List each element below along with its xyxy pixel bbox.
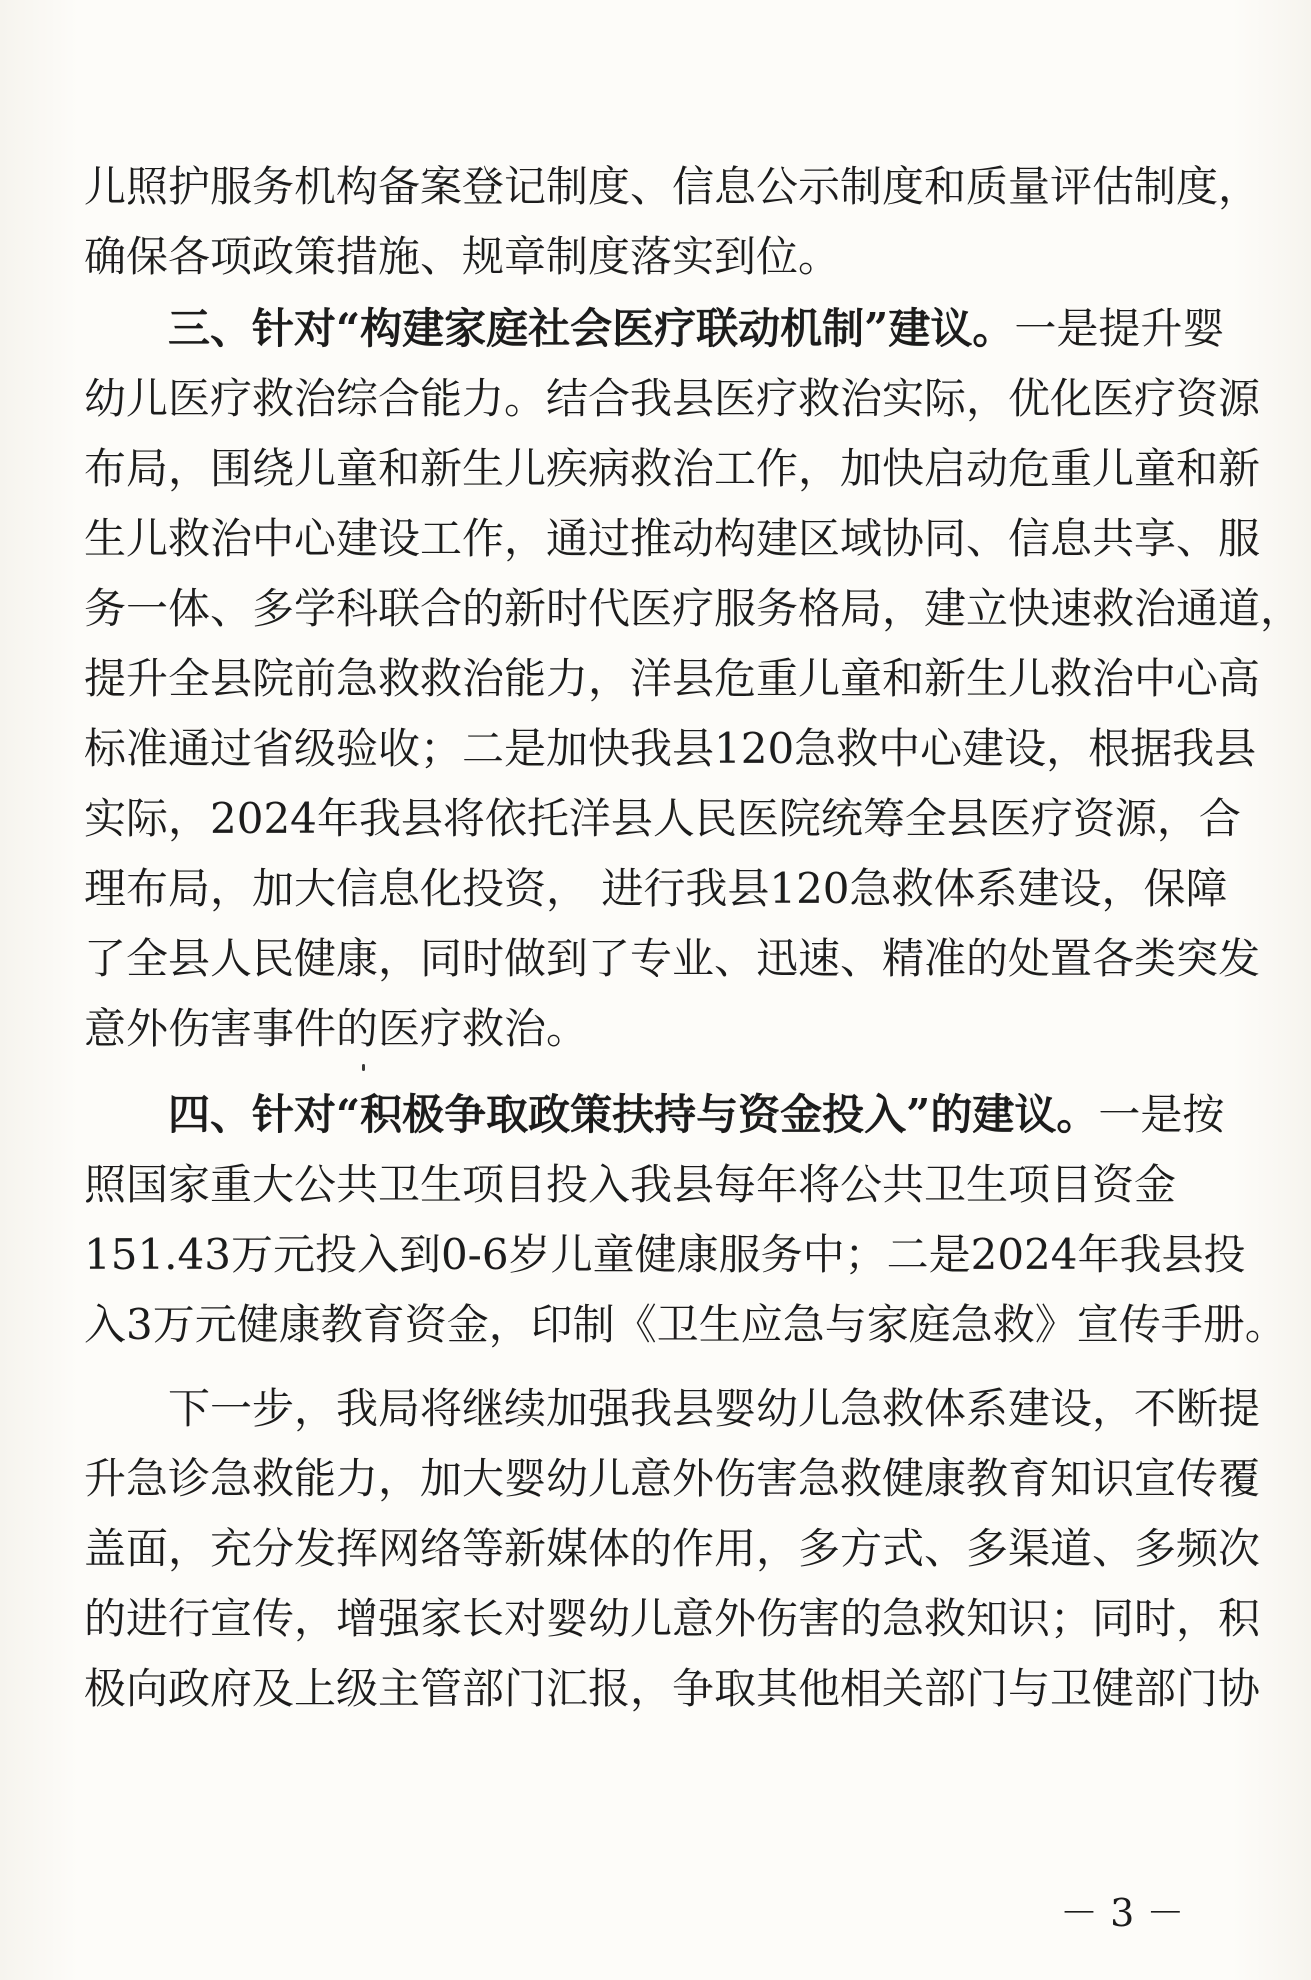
section-three-heading: 三、针对“构建家庭社会医疗联动机制”建议。	[168, 304, 1015, 353]
next-step-line: 下一步，我局将继续加强我县婴幼儿急救体系建设，不断提	[168, 1384, 1261, 1433]
paragraph-line: 了全县人民健康，同时做到了专业、迅速、精准的处置各类突发	[84, 934, 1261, 983]
page-number: － 3 －	[1060, 1891, 1185, 1935]
section-three-line	[168, 300, 1225, 358]
paragraph-line: 幼儿医疗救治综合能力。结合我县医疗救治实际，优化医疗资源	[84, 374, 1261, 423]
paragraph-line: 入3万元健康教育资金，印制《卫生应急与家庭急救》宣传手册。	[84, 1300, 1287, 1349]
paragraph-line: 意外伤害事件的医疗救治。	[84, 1004, 589, 1053]
paragraph-line: 务一体、多学科联合的新时代医疗服务格局，建立快速救治通道，	[84, 584, 1303, 633]
paragraph-line: 盖面，充分发挥网络等新媒体的作用，多方式、多渠道、多频次	[84, 1524, 1261, 1573]
paragraph-line: 确保各项政策措施、规章制度落实到位。	[84, 232, 841, 281]
paragraph-line: 极向政府及上级主管部门汇报，争取其他相关部门与卫健部门协	[84, 1664, 1261, 1713]
paragraph-line: 实际，2024年我县将依托洋县人民医院统筹全县医疗资源，合	[84, 794, 1241, 843]
paragraph-line: 儿照护服务机构备案登记制度、信息公示制度和质量评估制度，	[84, 162, 1261, 211]
section-four-lead: 一是按	[1098, 1090, 1225, 1139]
section-four-heading: 四、针对“积极争取政策扶持与资金投入”的建议。	[168, 1090, 1099, 1139]
paragraph-line: 的进行宣传，增强家长对婴幼儿意外伤害的急救知识；同时，积	[84, 1594, 1261, 1643]
section-three-lead: 一是提升婴	[1014, 304, 1225, 353]
scan-speck	[362, 1064, 365, 1071]
paragraph-line: 理布局，加大信息化投资， 进行我县120急救体系建设，保障	[84, 864, 1228, 913]
paragraph-line: 生儿救治中心建设工作，通过推动构建区域协同、信息共享、服	[84, 514, 1261, 563]
paragraph-line: 照国家重大公共卫生项目投入我县每年将公共卫生项目资金	[84, 1160, 1177, 1209]
paragraph-line: 布局，围绕儿童和新生儿疾病救治工作，加快启动危重儿童和新	[84, 444, 1261, 493]
paragraph-line: 提升全县院前急救救治能力，洋县危重儿童和新生儿救治中心高	[84, 654, 1261, 703]
paragraph-line: 升急诊急救能力，加大婴幼儿意外伤害急救健康教育知识宣传覆	[84, 1454, 1261, 1503]
paragraph-line: 标准通过省级验收；二是加快我县120急救中心建设，根据我县	[84, 724, 1257, 773]
paragraph-line: 151.43万元投入到0-6岁儿童健康服务中；二是2024年我县投	[84, 1230, 1246, 1279]
section-four-line	[168, 1086, 1225, 1144]
